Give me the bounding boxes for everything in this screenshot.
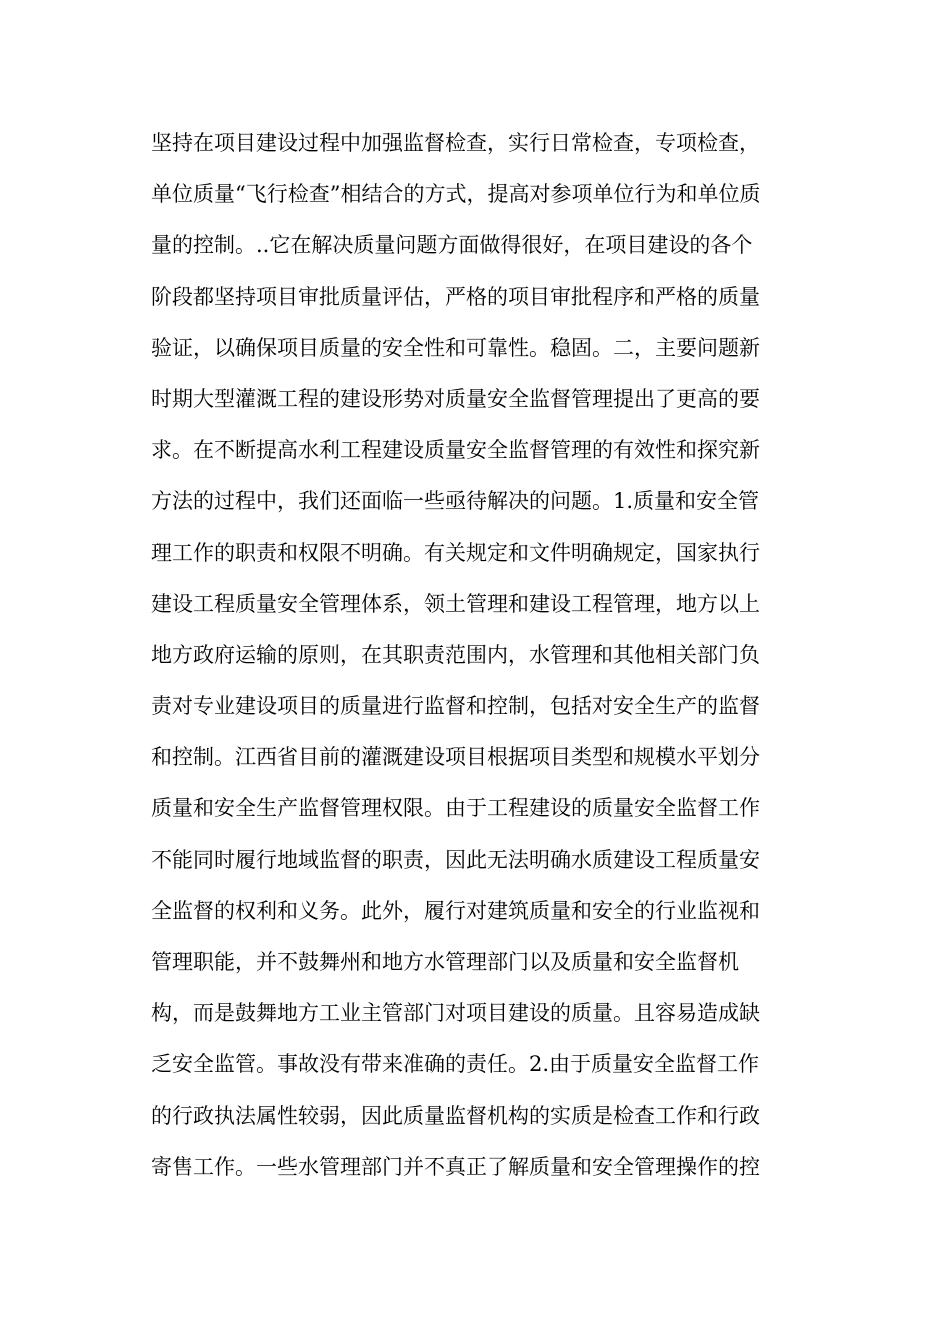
text-line: 单位质量“飞行检查”相结合的方式，提高对参项单位行为和单位质 bbox=[151, 182, 761, 207]
text-line: 责对专业建设项目的质量进行监督和控制，包括对安全生产的监督 bbox=[151, 694, 760, 719]
text-line: 验证，以确保项目质量的安全性和可靠性。稳固。二，主要问题新 bbox=[151, 335, 760, 360]
text-line: 全监督的权利和义务。此外，履行对建筑质量和安全的行业监视和 bbox=[151, 898, 760, 923]
text-line: 乏安全监管。事故没有带来准确的责任。2.由于质量安全监督工作 bbox=[151, 1052, 760, 1077]
text-line: 阶段都坚持项目审批质量评估，严格的项目审批程序和严格的质量 bbox=[151, 284, 760, 309]
text-line: 不能同时履行地域监督的职责，因此无法明确水质建设工程质量安 bbox=[151, 847, 760, 872]
body-text bbox=[151, 118, 811, 1193]
text-line: 管理职能，并不鼓舞州和地方水管理部门以及质量和安全监督机 bbox=[151, 950, 739, 974]
text-line: 寄售工作。一些水管理部门并不真正了解质量和安全管理操作的控 bbox=[151, 1154, 760, 1179]
text-line: 的行政执法属性较弱，因此质量监督机构的实质是检查工作和行政 bbox=[151, 1103, 760, 1128]
text-line: 量的控制。..它在解决质量问题方面做得很好，在项目建设的各个 bbox=[151, 233, 753, 258]
text-line: 地方政府运输的原则，在其职责范围内，水管理和其他相关部门负 bbox=[151, 642, 760, 667]
text-line: 理工作的职责和权限不明确。有关规定和文件明确规定，国家执行 bbox=[151, 540, 760, 565]
text-line: 时期大型灌溉工程的建设形势对质量安全监督管理提出了更高的要 bbox=[151, 386, 760, 411]
text-line: 质量和安全生产监督管理权限。由于工程建设的质量安全监督工作 bbox=[151, 796, 760, 821]
text-line: 坚持在项目建设过程中加强监督检查，实行日常检查，专项检查， bbox=[151, 131, 760, 155]
text-line: 构，而是鼓舞地方工业主管部门对项目建设的质量。且容易造成缺 bbox=[151, 1001, 760, 1026]
text-line: 求。在不断提高水利工程建设质量安全监督管理的有效性和探究新 bbox=[151, 438, 760, 463]
text-line: 和控制。江西省目前的灌溉建设项目根据项目类型和规模水平划分 bbox=[151, 745, 760, 770]
text-line: 建设工程质量安全管理体系，领土管理和建设工程管理，地方以上 bbox=[151, 591, 760, 616]
text-line: 方法的过程中，我们还面临一些亟待解决的问题。1.质量和安全管 bbox=[151, 489, 760, 514]
